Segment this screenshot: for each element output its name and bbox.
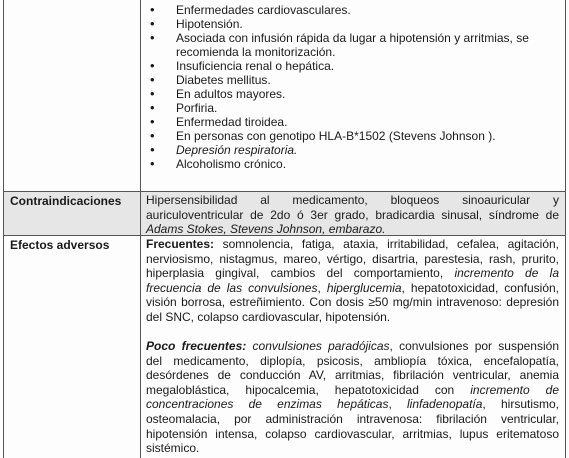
contraindicaciones-regular-text: Hipersensibilidad al medicamento, bloqueos sinoauricular y auriculoventricular de 2do ó 3er grado, bradicardia sinusal, síndrome de (146, 193, 559, 222)
frecuentes-text: somnolencia, fatiga, ataxia, irritabilidad, cefalea, agitación, nerviosismo, nistagmus, mareo, vértigo, disartria, parestesia, rash, prurito, hiperplasia gingival, cambios del comportamiento, (146, 237, 559, 281)
frecuentes-text: , hepatotoxicidad, confusión, visión borrosa, estreñimiento. Con dosis ≥50 mg/min intravenoso: depresión del SNC, colapso cardiovascular, hipotensión. (146, 280, 560, 324)
poco-text: , convulsiones por suspensión del medicamento, diplopía, psicosis, ambliopía tóxica, encefalopatía, desórdenes de conducción AV, arritmias, fibrilación ventricular, anemia megaloblástica, hipocalcemia, hepatotoxicidad con (146, 339, 559, 397)
list-item: • Hipotensión. (150, 17, 562, 31)
poco-italic-text: convulsiones paradójicas (252, 339, 390, 353)
efectos-poco-frecuentes-paragraph (146, 339, 559, 456)
contraindicaciones-label: Contraindicaciones (10, 194, 122, 208)
list-item: • Insuficiencia renal o hepática. (150, 59, 562, 73)
poco-italic-text: linfadenopatía (407, 397, 483, 412)
contraindicaciones-italic-text: Adams Stokes, Stevens Johnson, embarazo. (146, 222, 386, 237)
poco-text: , hirsutismo, osteomalacia, por administración intravenosa: fibrilación ventricular, hipotensión intensa, colapso cardiovascular, arritmias, lupus eritematoso sistémico. (146, 397, 559, 456)
list-item: • Depresión respiratoria. (150, 143, 562, 157)
list-item: • Porfiria. (150, 101, 562, 115)
list-item: • Enfermedad tiroidea. (150, 115, 562, 129)
list-item: • Enfermedades cardiovasculares. (150, 3, 562, 17)
table-border-left (3, 0, 4, 458)
poco-text: , (388, 397, 408, 412)
list-item: • Alcoholismo crónico. (150, 157, 562, 171)
frecuentes-text: , (317, 280, 327, 295)
row-divider-1 (3, 191, 566, 192)
list-item: • En adultos mayores. (150, 87, 562, 101)
list-item: • Diabetes mellitus. (150, 73, 562, 87)
efectos-adversos-label: Efectos adversos (10, 238, 110, 252)
list-item: • En personas con genotipo HLA-B*1502 (Stevens Johnson ). (150, 129, 562, 143)
table-border-right (565, 0, 566, 458)
contraindicaciones-text (146, 193, 559, 237)
precautions-bullet-list (150, 3, 562, 171)
frecuentes-italic-text: incremento de la frecuencia de las convulsiones (146, 266, 560, 295)
list-item: • Asociada con infusión rápida da lugar a hipotensión y arritmias, se recomienda la monitorización. (150, 31, 562, 59)
poco-italic-text: incremento de concentraciones de enzimas hepáticas (146, 382, 559, 412)
frecuentes-italic-text: hiperglucemia (326, 280, 402, 295)
column-divider (140, 0, 141, 458)
poco-frecuentes-label: Poco frecuentes: (146, 339, 247, 353)
frecuentes-label: Frecuentes: (146, 237, 215, 251)
efectos-frecuentes-paragraph (146, 237, 559, 325)
